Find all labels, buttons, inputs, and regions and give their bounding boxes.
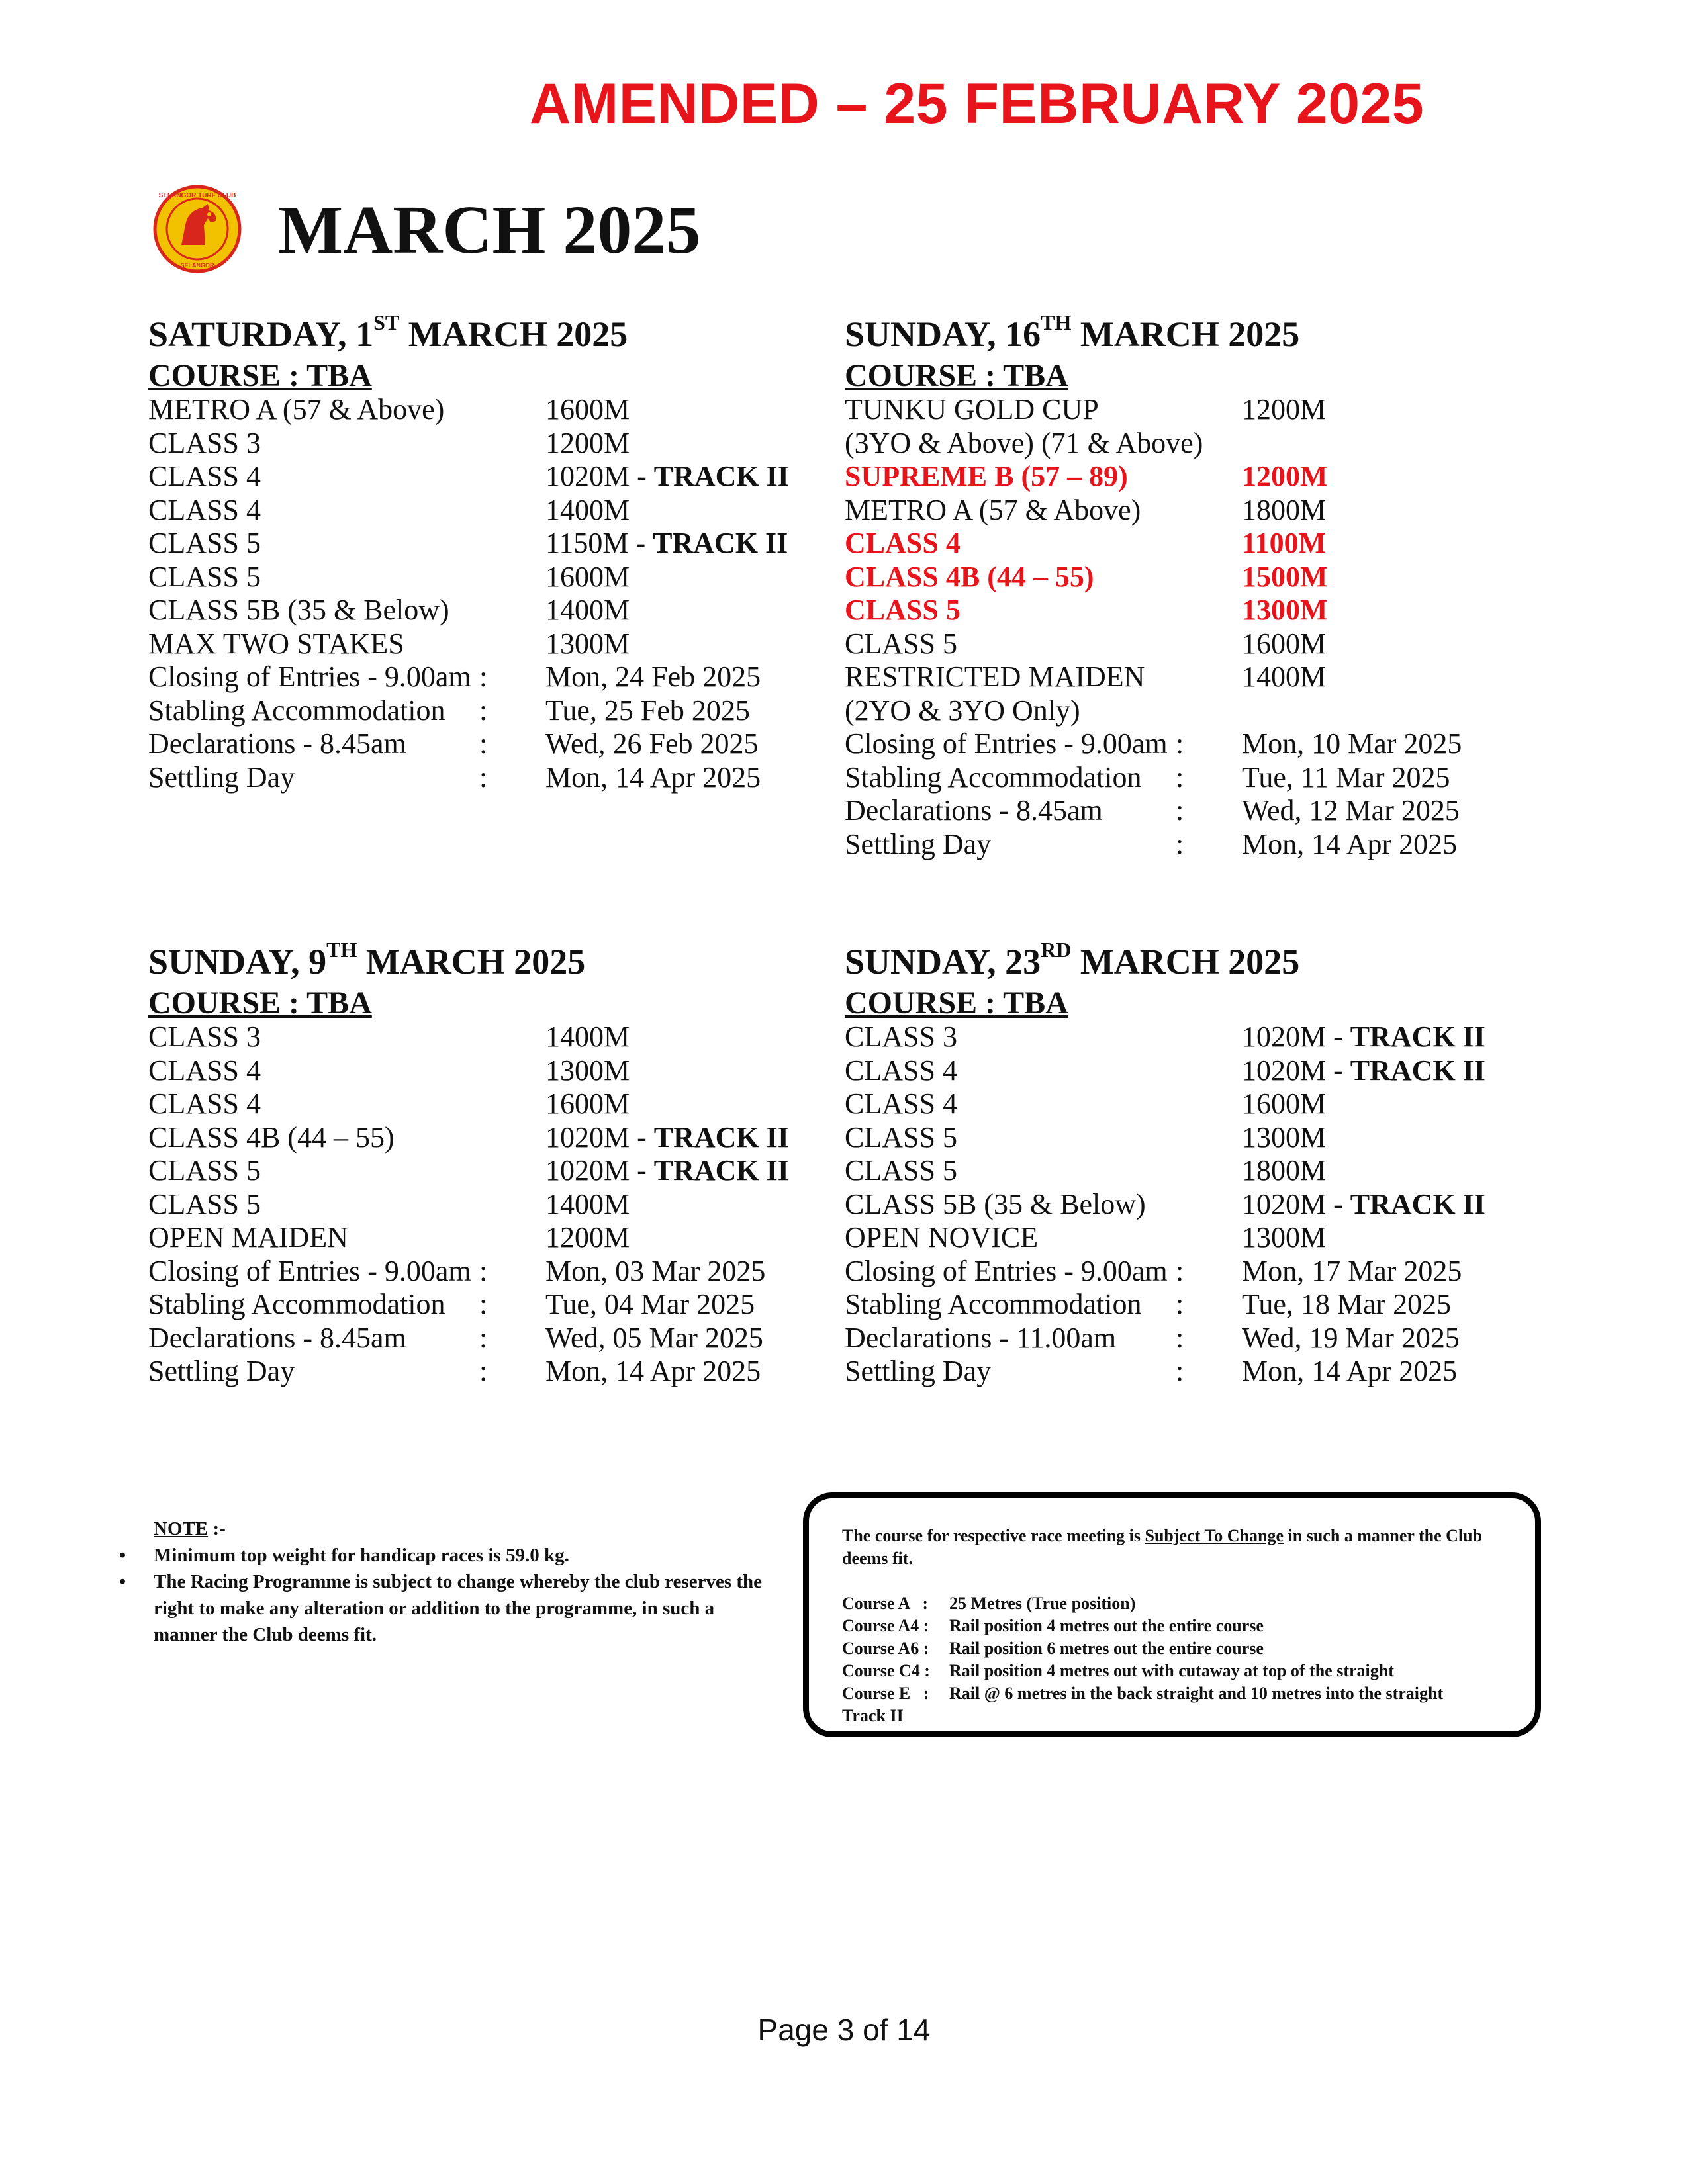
race-row — [845, 1188, 1507, 1222]
race-row — [845, 460, 1507, 494]
race-row — [148, 427, 810, 461]
race-name: CLASS 5 — [845, 1154, 957, 1187]
note-item: • Minimum top weight for handicap races is 59.0 kg. — [119, 1542, 781, 1569]
course-label: COURSE : TBA — [148, 985, 372, 1021]
race-row — [845, 1021, 1507, 1054]
meeting-info-row: Settling Day : Mon, 14 Apr 2025 — [148, 760, 761, 794]
race-row — [845, 494, 1507, 527]
info-label: Closing of Entries - 9.00am — [845, 727, 1168, 760]
meeting-block — [148, 310, 810, 794]
race-row — [148, 561, 810, 594]
race-distance: 1400M — [545, 1021, 630, 1053]
info-value: Mon, 17 Mar 2025 — [1242, 1254, 1462, 1287]
race-row — [148, 594, 810, 627]
course-definition: Course E : Rail @ 6 metres in the back straight and 10 metres into the straight — [842, 1684, 1444, 1703]
track-label: TRACK II — [1350, 1187, 1485, 1220]
race-name: CLASS 4 — [148, 493, 261, 526]
race-name: CLASS 4 — [148, 1087, 261, 1120]
info-label: Settling Day — [148, 760, 295, 794]
track-label: TRACK II — [1350, 1021, 1485, 1053]
race-name: MAX TWO STAKES — [148, 627, 404, 660]
page-title: MARCH 2025 — [278, 192, 701, 268]
info-label: Settling Day — [845, 827, 992, 860]
track-label: TRACK II — [653, 527, 788, 559]
meeting-info-row: Declarations - 8.45am : Wed, 26 Feb 2025 — [148, 727, 759, 760]
race-name: CLASS 4 — [845, 1054, 957, 1087]
meeting-date-heading: SUNDAY, 23RD MARCH 2025 — [845, 938, 1300, 981]
race-distance: 1600M — [1242, 627, 1327, 660]
track-note: Track II — [842, 1706, 904, 1725]
race-row — [845, 1154, 1507, 1188]
meeting-block — [845, 310, 1507, 861]
course-intro: The course for respective race meeting is Subject To Change in such a manner the Club deems fit. — [842, 1526, 1483, 1568]
race-row — [148, 1221, 810, 1255]
info-label: Settling Day — [845, 1355, 992, 1387]
race-name: CLASS 5 — [845, 1120, 957, 1154]
race-distance: 1600M — [545, 1087, 630, 1120]
course-info-box — [803, 1492, 1541, 1737]
race-distance: 1150M - TRACK II — [545, 527, 788, 559]
meeting-date-heading: SUNDAY, 16TH MARCH 2025 — [845, 310, 1300, 354]
race-row — [845, 1087, 1507, 1121]
race-row — [148, 1054, 810, 1088]
race-distance: 1300M — [545, 627, 630, 660]
race-row — [845, 1221, 1507, 1255]
meeting-date-heading: SATURDAY, 1ST MARCH 2025 — [148, 310, 628, 354]
info-value: Mon, 14 Apr 2025 — [545, 1355, 761, 1387]
info-label: Declarations - 8.45am — [148, 727, 406, 760]
info-value: Tue, 25 Feb 2025 — [545, 694, 750, 727]
info-label: Stabling Accommodation — [845, 760, 1142, 794]
race-row — [845, 627, 1507, 661]
info-value: Mon, 10 Mar 2025 — [1242, 727, 1462, 760]
meeting-block — [148, 937, 810, 1388]
note-item: • The Racing Programme is subject to change whereby the club reserves the right to make any alteration or addition to the programme, in such a manner the Club deems fit. — [119, 1569, 781, 1648]
race-row — [148, 460, 810, 494]
race-distance: 1300M — [545, 1054, 630, 1087]
meeting-info-row: Closing of Entries - 9.00am : Mon, 10 Mar 2025 — [845, 727, 1462, 760]
race-distance: 1400M — [545, 1187, 630, 1220]
race-name: CLASS 5 — [845, 594, 961, 626]
club-logo — [152, 184, 242, 274]
info-value: Tue, 11 Mar 2025 — [1242, 760, 1450, 794]
race-row — [148, 627, 810, 661]
course-definition: Course A4 : Rail position 4 metres out the entire course — [842, 1616, 1264, 1635]
info-label: Settling Day — [148, 1355, 295, 1387]
race-distance: 1400M — [545, 493, 630, 526]
info-label: Declarations - 8.45am — [845, 794, 1103, 827]
race-distance: 1800M — [1242, 493, 1327, 526]
info-value: Mon, 24 Feb 2025 — [545, 660, 761, 693]
race-name: CLASS 5B (35 & Below) — [845, 1187, 1146, 1220]
race-distance: 1400M — [545, 594, 630, 626]
race-row — [148, 1188, 810, 1222]
bullet-icon: • — [119, 1571, 126, 1592]
race-distance: 1020M - TRACK II — [1242, 1054, 1485, 1087]
info-value: Wed, 19 Mar 2025 — [1242, 1321, 1460, 1354]
race-distance: 1600M — [545, 393, 630, 426]
meeting-block — [845, 937, 1507, 1388]
race-distance: 1300M — [1242, 594, 1328, 626]
info-value: Wed, 12 Mar 2025 — [1242, 794, 1460, 827]
race-row — [845, 594, 1507, 627]
race-name: CLASS 4B (44 – 55) — [845, 560, 1094, 593]
info-label: Stabling Accommodation — [148, 1288, 445, 1320]
race-distance: 1020M - TRACK II — [1242, 1187, 1485, 1220]
info-label: Declarations - 8.45am — [148, 1321, 406, 1354]
race-distance: 1300M — [1242, 1120, 1327, 1154]
race-row — [845, 527, 1507, 561]
course-definition: Course A6 : Rail position 6 metres out the entire course — [842, 1639, 1264, 1658]
race-name: METRO A (57 & Above) — [845, 493, 1141, 526]
race-name: CLASS 3 — [148, 1021, 261, 1053]
race-distance: 1300M — [1242, 1221, 1327, 1253]
race-row — [845, 561, 1507, 594]
info-value: Wed, 05 Mar 2025 — [545, 1321, 763, 1354]
race-name: CLASS 3 — [148, 426, 261, 459]
bullet-icon: • — [119, 1545, 126, 1566]
info-label: Declarations - 11.00am — [845, 1321, 1117, 1354]
race-distance: 1600M — [1242, 1087, 1327, 1120]
race-name: METRO A (57 & Above) — [148, 393, 445, 426]
course-definition: Course A : 25 Metres (True position) — [842, 1594, 1136, 1613]
race-distance: 1020M - TRACK II — [545, 460, 789, 492]
track-label: TRACK II — [653, 1154, 789, 1187]
race-row — [148, 1087, 810, 1121]
race-distance: 1200M — [545, 426, 630, 459]
meeting-date-heading: SUNDAY, 9TH MARCH 2025 — [148, 938, 586, 981]
race-row — [845, 660, 1507, 694]
race-row — [845, 694, 1507, 728]
note-title-suffix: :- — [208, 1518, 226, 1539]
race-name: CLASS 5 — [148, 560, 261, 593]
race-distance: 1020M - TRACK II — [545, 1154, 789, 1187]
meeting-info-row: Stabling Accommodation : Tue, 11 Mar 2025 — [845, 760, 1450, 794]
meeting-info-row: Closing of Entries - 9.00am : Mon, 03 Mar 2025 — [148, 1254, 766, 1287]
info-value: Tue, 04 Mar 2025 — [545, 1288, 755, 1320]
race-name: RESTRICTED MAIDEN — [845, 660, 1145, 693]
race-row — [845, 427, 1507, 461]
race-distance: 1600M — [545, 560, 630, 593]
meeting-info-row: Stabling Accommodation : Tue, 18 Mar 2025 — [845, 1288, 1452, 1320]
race-row — [845, 1121, 1507, 1155]
meeting-info-row: Settling Day : Mon, 14 Apr 2025 — [148, 1355, 761, 1387]
amended-banner: AMENDED – 25 FEBRUARY 2025 — [530, 72, 1425, 136]
race-row — [148, 494, 810, 527]
race-name: OPEN MAIDEN — [148, 1221, 348, 1253]
info-value: Mon, 03 Mar 2025 — [545, 1254, 766, 1287]
course-label: COURSE : TBA — [845, 985, 1068, 1021]
race-name: CLASS 5 — [148, 1187, 261, 1220]
course-label: COURSE : TBA — [148, 358, 372, 393]
race-name: SUPREME B (57 – 89) — [845, 460, 1128, 492]
meeting-info-row: Declarations - 11.00am : Wed, 19 Mar 2025 — [845, 1321, 1460, 1354]
race-name: OPEN NOVICE — [845, 1221, 1039, 1253]
race-distance: 1020M - TRACK II — [545, 1120, 789, 1154]
svg-text:SELANGOR: SELANGOR — [180, 262, 214, 269]
race-distance: 1800M — [1242, 1154, 1327, 1187]
race-row — [845, 1054, 1507, 1088]
info-label: Stabling Accommodation — [148, 694, 445, 727]
info-value: Wed, 26 Feb 2025 — [545, 727, 759, 760]
race-distance: 1200M — [1242, 393, 1327, 426]
meeting-info-row: Stabling Accommodation : Tue, 25 Feb 2025 — [148, 694, 750, 727]
course-definition: Course C4 : Rail position 4 metres out with cutaway at top of the straight — [842, 1661, 1394, 1680]
race-name: CLASS 5 — [845, 627, 957, 660]
race-name: CLASS 4 — [148, 460, 261, 492]
race-name: CLASS 4B (44 – 55) — [148, 1120, 395, 1154]
page-number: Page 3 of 14 — [757, 2013, 931, 2047]
info-value: Tue, 18 Mar 2025 — [1242, 1288, 1452, 1320]
race-distance: 1200M — [545, 1221, 630, 1253]
race-name: CLASS 3 — [845, 1021, 957, 1053]
race-name: (3YO & Above) (71 & Above) — [845, 426, 1203, 459]
info-label: Closing of Entries - 9.00am — [148, 1254, 471, 1287]
info-value: Mon, 14 Apr 2025 — [1242, 827, 1458, 860]
info-label: Closing of Entries - 9.00am — [148, 660, 471, 693]
info-value: Mon, 14 Apr 2025 — [1242, 1355, 1458, 1387]
race-distance: 1020M - TRACK II — [1242, 1021, 1485, 1053]
race-name: (2YO & 3YO Only) — [845, 694, 1080, 727]
info-label: Closing of Entries - 9.00am — [845, 1254, 1168, 1287]
race-distance: 1500M — [1242, 560, 1328, 593]
meeting-info-row: Declarations - 8.45am : Wed, 05 Mar 2025 — [148, 1321, 763, 1354]
meeting-info-row: Closing of Entries - 9.00am : Mon, 17 Mar 2025 — [845, 1254, 1462, 1287]
race-name: CLASS 4 — [845, 527, 961, 559]
meeting-info-row: Stabling Accommodation : Tue, 04 Mar 2025 — [148, 1288, 755, 1320]
race-row — [148, 1154, 810, 1188]
race-row — [148, 527, 810, 561]
race-name: CLASS 5 — [148, 1154, 261, 1187]
track-label: TRACK II — [653, 460, 789, 492]
meeting-info-row: Declarations - 8.45am : Wed, 12 Mar 2025 — [845, 794, 1460, 827]
info-value: Mon, 14 Apr 2025 — [545, 760, 761, 794]
race-row — [148, 393, 810, 427]
meeting-info-row: Closing of Entries - 9.00am : Mon, 24 Feb 2025 — [148, 660, 761, 693]
meeting-info-row: Settling Day : Mon, 14 Apr 2025 — [845, 1355, 1458, 1387]
race-distance: 1400M — [1242, 660, 1327, 693]
note-section — [119, 1516, 781, 1648]
meeting-info-row: Settling Day : Mon, 14 Apr 2025 — [845, 827, 1458, 860]
race-name: CLASS 5 — [148, 527, 261, 559]
track-label: TRACK II — [653, 1120, 789, 1154]
track-label: TRACK II — [1350, 1054, 1485, 1087]
race-name: CLASS 4 — [845, 1087, 957, 1120]
race-row — [148, 1121, 810, 1155]
race-distance: 1200M — [1242, 460, 1328, 492]
race-name: CLASS 5B (35 & Below) — [148, 594, 449, 626]
race-row — [148, 1021, 810, 1054]
race-distance: 1100M — [1242, 527, 1327, 559]
course-label: COURSE : TBA — [845, 358, 1068, 393]
race-name: TUNKU GOLD CUP — [845, 393, 1099, 426]
note-title: NOTE — [154, 1518, 209, 1539]
race-name: CLASS 4 — [148, 1054, 261, 1087]
svg-text:SELANGOR TURF CLUB: SELANGOR TURF CLUB — [158, 192, 236, 199]
race-row — [845, 393, 1507, 427]
info-label: Stabling Accommodation — [845, 1288, 1142, 1320]
